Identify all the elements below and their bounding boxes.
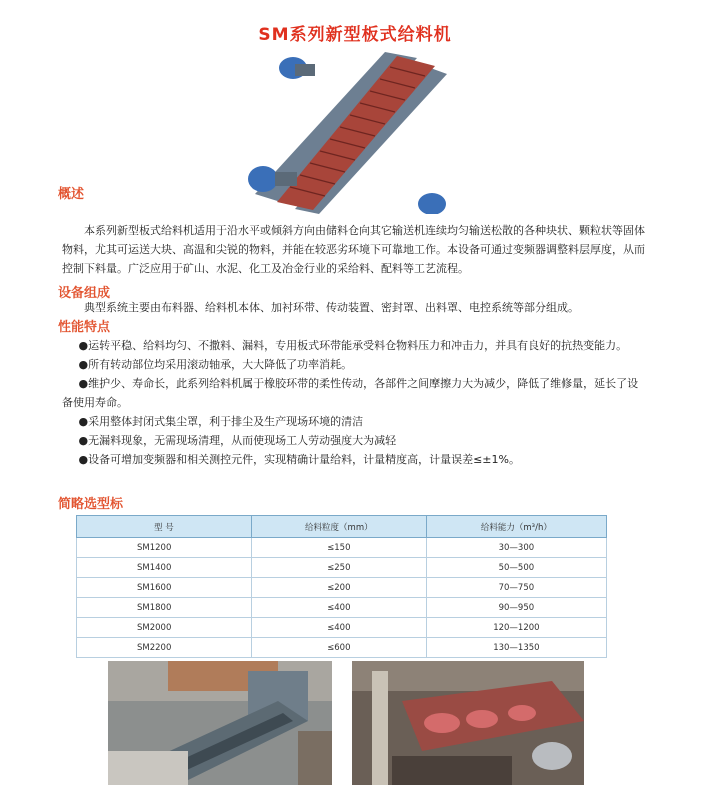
table-header-row — [77, 516, 607, 538]
section-heading-overview: 概述 — [58, 187, 85, 202]
section-heading-selection: 简略选型标 — [58, 497, 124, 512]
table-row — [77, 638, 607, 658]
site-photo-right — [352, 661, 584, 785]
column-header: 型 号 — [77, 516, 252, 538]
composition-paragraph — [62, 298, 647, 317]
page-title: SM系列新型板式给料机 — [258, 25, 452, 45]
capacity-cell: 50—500 — [426, 558, 606, 578]
feature-item: ●采用整体封闭式集尘罩，利于排尘及生产现场环境的清洁 — [78, 415, 364, 428]
model-cell: SM1600 — [77, 578, 252, 598]
section-heading-composition: 设备组成 — [58, 286, 111, 301]
model-cell: SM2200 — [77, 638, 252, 658]
size-cell: ≤200 — [251, 578, 426, 598]
table-row — [77, 558, 607, 578]
overview-paragraph — [62, 221, 647, 278]
feature-item: ●维护少、寿命长，此系列给料机属于橡胶环带的柔性传动，各部件之间摩擦力大为减少，降低了维修量，延长了设备使用寿命。 — [62, 377, 639, 409]
model-cell: SM2000 — [77, 618, 252, 638]
size-cell: ≤400 — [251, 598, 426, 618]
size-cell: ≤400 — [251, 618, 426, 638]
feature-item: ●运转平稳、给料均匀、不撒料、漏料，专用板式环带能承受料仓物料压力和冲击力，并具有良好的抗热变能力。 — [78, 339, 628, 352]
feature-item: ●无漏料现象，无需现场清理，从而使现场工人劳动强度大为减轻 — [78, 434, 397, 447]
feature-item: ●所有转动部位均采用滚动轴承，大大降低了功率消耗。 — [78, 358, 353, 371]
feeder-machine-image — [235, 44, 465, 214]
capacity-cell: 120—1200 — [426, 618, 606, 638]
overview-text: 本系列新型板式给料机适用于沿水平或倾斜方向由储料仓向其它输送机连续均匀输送松散的各种块状、颗粒状等固体物料，尤其可运送大块、高温和尖锐的物料，并能在较恶劣环境下可靠地工作。本设备可通过变频器调整料层厚度，从而控制下料量。广泛应用于矿山、水泥、化工及冶金行业的采给料、配料等工艺流程。 — [62, 224, 645, 275]
capacity-cell: 30—300 — [426, 538, 606, 558]
composition-text: 典型系统主要由布料器、给料机本体、加衬环带、传动装置、密封罩、出料罩、电控系统等部分组成。 — [84, 301, 579, 314]
size-cell: ≤150 — [251, 538, 426, 558]
table-row — [77, 538, 607, 558]
capacity-cell: 70—750 — [426, 578, 606, 598]
features-list — [62, 336, 647, 469]
capacity-cell: 130—1350 — [426, 638, 606, 658]
table-row — [77, 578, 607, 598]
size-cell: ≤250 — [251, 558, 426, 578]
section-heading-features: 性能特点 — [58, 320, 111, 335]
table-row — [77, 618, 607, 638]
selection-table — [76, 515, 607, 658]
capacity-cell: 90—950 — [426, 598, 606, 618]
column-header: 给料能力（m³/h） — [426, 516, 606, 538]
model-cell: SM1800 — [77, 598, 252, 618]
model-cell: SM1200 — [77, 538, 252, 558]
site-photo-left — [108, 661, 332, 785]
size-cell: ≤600 — [251, 638, 426, 658]
column-header: 给料粒度（mm） — [251, 516, 426, 538]
feature-item: ●设备可增加变频器和相关测控元件，实现精确计量给料，计量精度高，计量误差≤±1%。 — [78, 453, 520, 466]
model-cell: SM1400 — [77, 558, 252, 578]
table-row — [77, 598, 607, 618]
